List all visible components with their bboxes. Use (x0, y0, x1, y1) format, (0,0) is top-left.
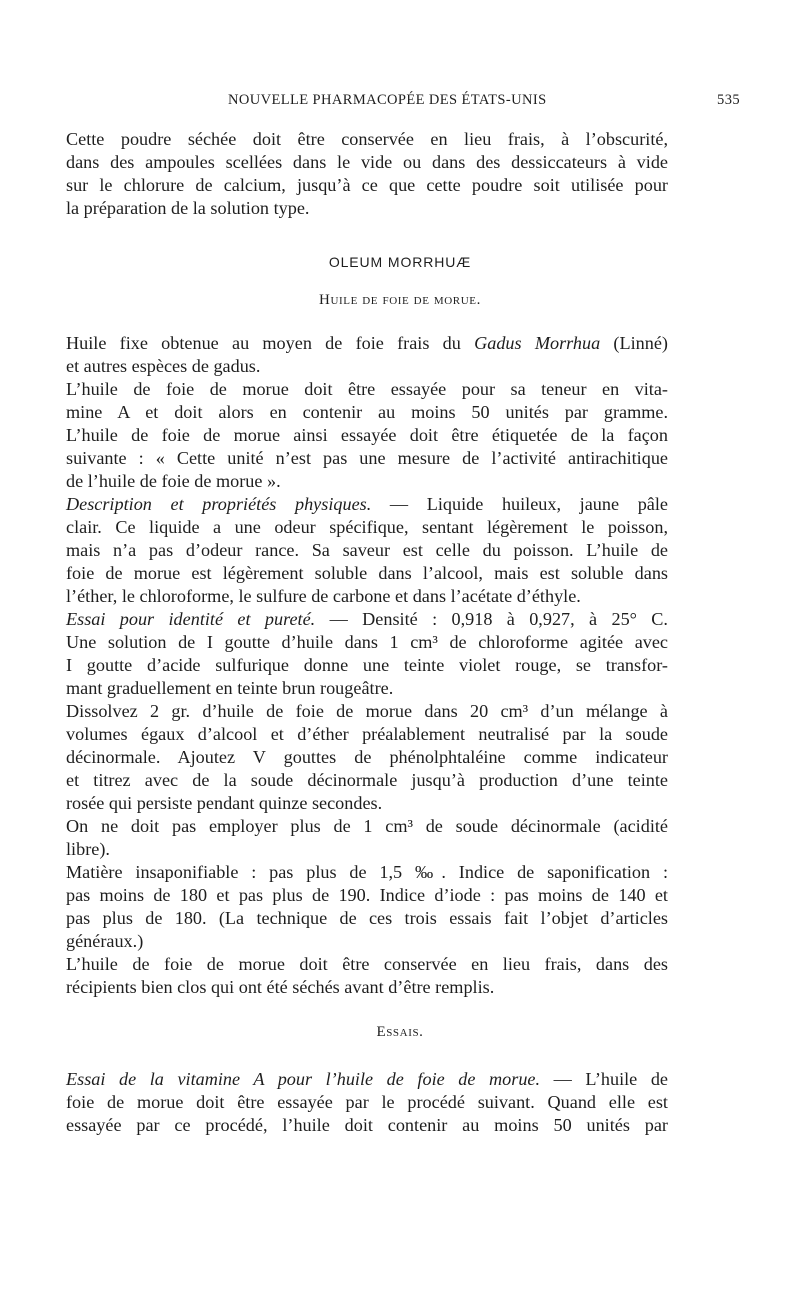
section-subtitle-text: Huile de foie de morue. (319, 292, 481, 308)
essai-vitamine-paragraph (66, 1068, 668, 1137)
definition-text: (Linné) (600, 333, 668, 353)
text-line: dans des ampoules scellées dans le vide ou dans des dessiccateurs à vide (66, 151, 668, 172)
text-line: I goutte d’acide sulfurique donne une teinte violet rouge, se transfor- (66, 654, 668, 675)
section-title: OLEUM MORRHUÆ (328, 254, 472, 270)
definition-paragraph (66, 332, 668, 378)
text-line: mine A et doit alors en contenir au moins 50 unités par gramme. (66, 401, 668, 422)
text-line (66, 608, 668, 631)
essais-title (0, 1024, 800, 1041)
text-line: sur le chlorure de calcium, jusqu’à ce que cette poudre soit utilisée pour (66, 174, 668, 195)
definition-text: Huile fixe obtenue au moyen de foie frais du (66, 333, 475, 353)
essai-vitamine-label: Essai de la vitamine A pour l’huile de foie de morue. (66, 1069, 541, 1089)
essai-vitamine-text: — L’huile de (540, 1069, 668, 1089)
text-line: foie de morue doit être essayée par le procédé suivant. Quand elle est (66, 1091, 668, 1112)
text-line: libre). (66, 838, 110, 859)
section-subtitle (0, 292, 800, 309)
text-line (66, 332, 668, 355)
text-line: Cette poudre séchée doit être conservée en lieu frais, à l’obscurité, (66, 129, 668, 149)
text-line: l’éther, le chloroforme, le sulfure de carbone et dans l’acétate d’éthyle. (66, 585, 581, 606)
dissolve-paragraph (66, 700, 668, 815)
text-line: pas moins de 180 et pas plus de 190. Indice d’iode : pas moins de 140 et (66, 884, 668, 905)
acidity-paragraph (66, 815, 668, 861)
running-title: NOUVELLE PHARMACOPÉE DES ÉTATS-UNIS (228, 92, 547, 108)
identity-paragraph (66, 608, 668, 700)
text-line: Matière insaponifiable : pas plus de 1,5 ‰. Indice de saponification : (66, 862, 668, 882)
text-line: pas plus de 180. (La technique de ces trois essais fait l’objet d’articles (66, 907, 668, 928)
text-line: L’huile de foie de morue doit être conservée en lieu frais, dans des (66, 954, 668, 974)
description-label: Description et propriétés physiques. (66, 494, 372, 514)
text-line: rosée qui persiste pendant quinze secondes. (66, 792, 383, 813)
text-line: généraux.) (66, 930, 144, 951)
intro-paragraph (66, 128, 668, 220)
text-line: récipients bien clos qui ont été séchés avant d’être remplis. (66, 976, 495, 997)
storage-paragraph (66, 953, 668, 999)
text-line: foie de morue est légèrement soluble dans l’alcool, mais est soluble dans (66, 562, 668, 583)
text-line (66, 1068, 668, 1091)
text-line: suivante : « Cette unité n’est pas une mesure de l’activité antirachitique (66, 447, 668, 468)
text-line: Dissolvez 2 gr. d’huile de foie de morue dans 20 cm³ d’un mélange à (66, 701, 668, 721)
text-line: volumes égaux d’alcool et d’éther préalablement neutralisé par la soude (66, 723, 668, 744)
text-line: clair. Ce liquide a une odeur spécifique, sentant légèrement le poisson, (66, 516, 668, 537)
text-line: Une solution de I goutte d’huile dans 1 cm³ de chloroforme agitée avec (66, 631, 668, 652)
text-line: décinormale. Ajoutez V gouttes de phénolphtaléine comme indicateur (66, 746, 668, 767)
text-line (66, 493, 668, 516)
matter-paragraph (66, 861, 668, 953)
text-line: essayée par ce procédé, l’huile doit contenir au moins 50 unités par (66, 1114, 668, 1135)
description-paragraph (66, 493, 668, 608)
text-line: L’huile de foie de morue ainsi essayée doit être étiquetée de la façon (66, 424, 668, 445)
vitamin-paragraph (66, 378, 668, 493)
text-line: mant graduellement en teinte brun rougeâtre. (66, 677, 394, 698)
text-line: et titrez avec de la soude décinormale jusqu’à production d’une teinte (66, 769, 668, 790)
running-header (66, 92, 740, 116)
identity-text: — Densité : 0,918 à 0,927, à 25° C. (315, 609, 668, 629)
text-line: On ne doit pas employer plus de 1 cm³ de soude décinormale (acidité (66, 816, 668, 836)
essais-title-text: Essais. (376, 1024, 424, 1040)
text-line: L’huile de foie de morue doit être essayée pour sa teneur en vita- (66, 379, 668, 399)
text-line: la préparation de la solution type. (66, 197, 310, 218)
species-name: Gadus Morrhua (474, 333, 601, 353)
identity-label: Essai pour identité et pureté. (66, 609, 316, 629)
text-line: et autres espèces de gadus. (66, 355, 261, 376)
description-text: — Liquide huileux, jaune pâle (371, 494, 668, 514)
page-number: 535 (717, 92, 740, 108)
text-line: mais n’a pas d’odeur rance. Sa saveur est celle du poisson. L’huile de (66, 539, 668, 560)
text-line: de l’huile de foie de morue ». (66, 470, 281, 491)
